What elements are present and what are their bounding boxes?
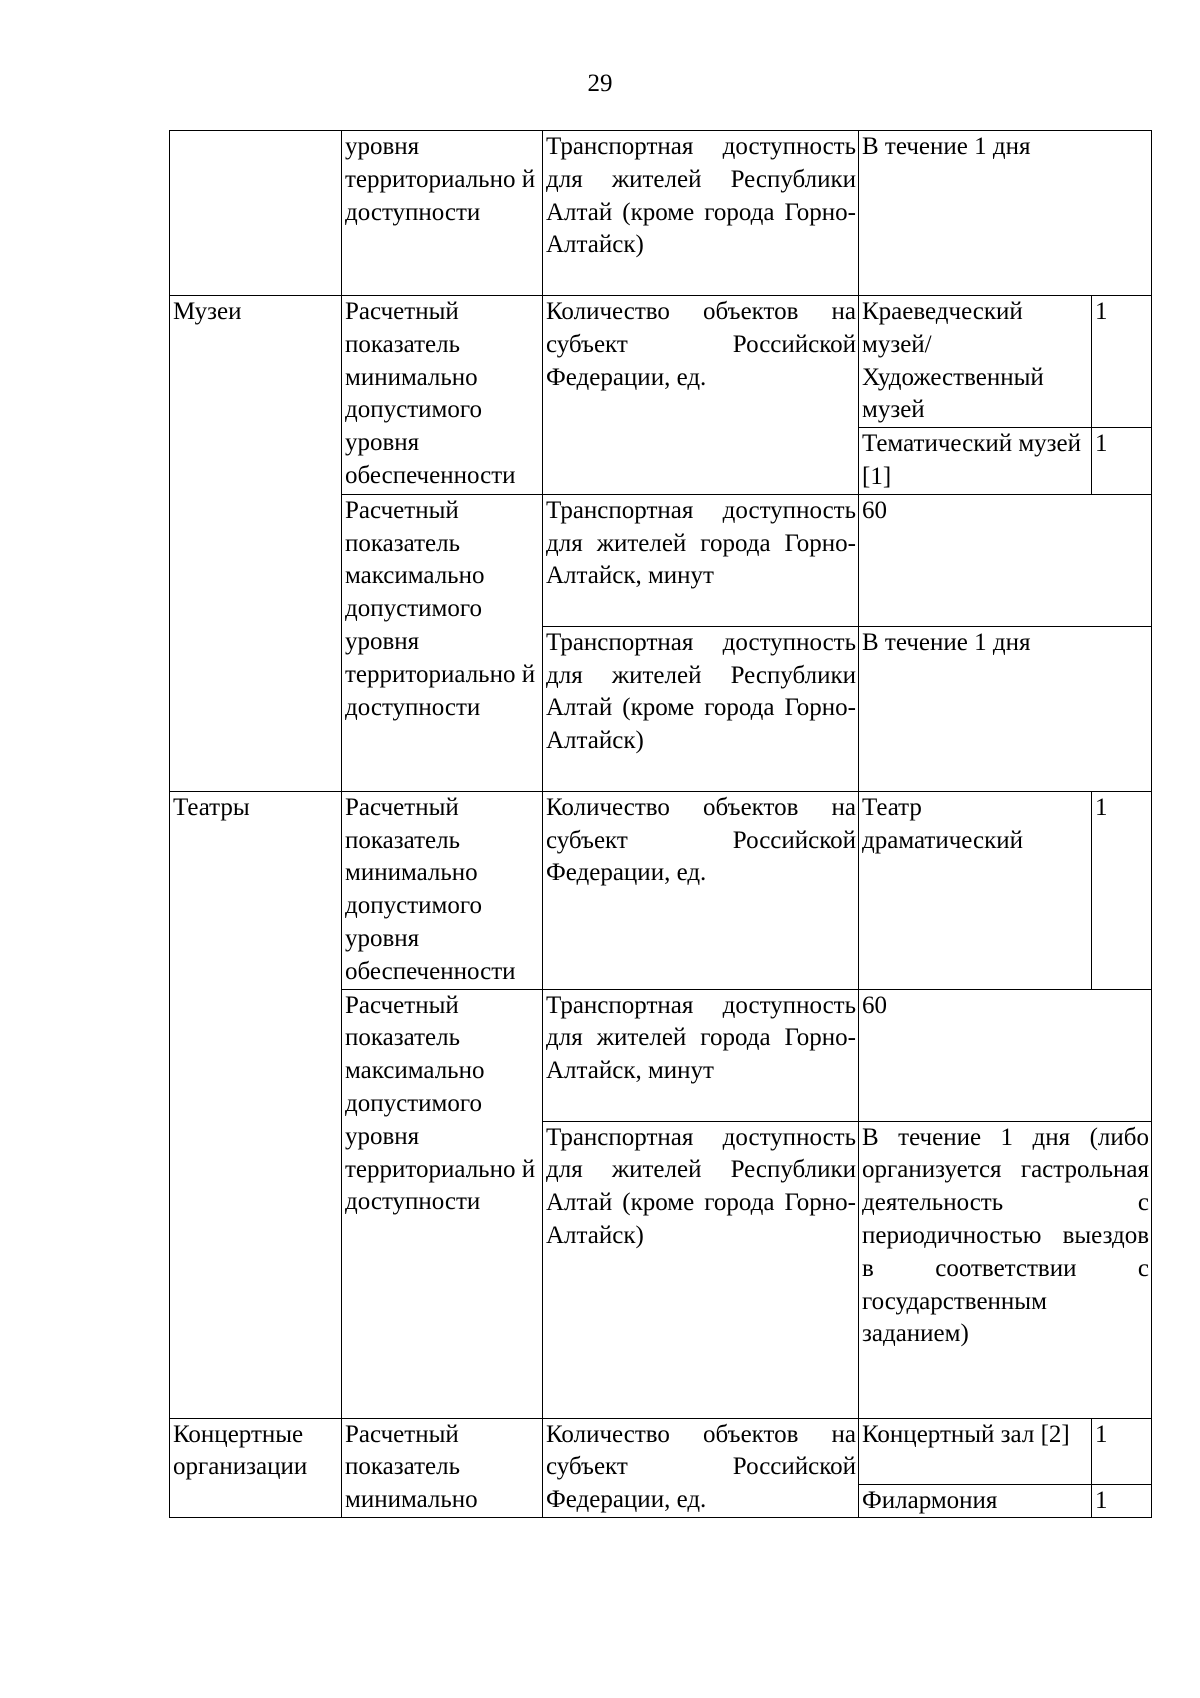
category-cell: Концертные организации xyxy=(170,1418,342,1518)
count-cell: 1 xyxy=(1092,791,1152,989)
count-cell: 1 xyxy=(1092,428,1152,495)
level-cell: Расчетный показатель минимально допустимого уровня обеспеченности xyxy=(342,791,543,989)
indicator-cell: Транспортная доступность для жителей города Горно-Алтайск, минут xyxy=(543,494,859,626)
indicator-cell: Количество объектов на субъект Российской Федерации, ед. xyxy=(543,791,859,989)
table-row xyxy=(170,296,1152,428)
count-cell: 1 xyxy=(1092,1418,1152,1484)
level-cell: Расчетный показатель минимально допустимого уровня обеспеченности xyxy=(342,296,543,495)
value-cell: 60 xyxy=(859,989,1152,1121)
table-row xyxy=(170,791,1152,989)
value-cell: В течение 1 дня (либо организуется гастрольная деятельность с периодичностью выездов в соответствии с государственным заданием) xyxy=(859,1121,1152,1418)
indicator-cell: Количество объектов на субъект Российской Федерации, ед. xyxy=(543,296,859,495)
level-cell: Расчетный показатель максимально допустимого уровня территориально й доступности xyxy=(342,989,543,1418)
object-type-cell: Концертный зал [2] xyxy=(859,1418,1092,1484)
indicator-cell: Транспортная доступность для жителей Республики Алтай (кроме города Горно-Алтайск) xyxy=(543,1121,859,1418)
indicator-cell: Транспортная доступность для жителей Республики Алтай (кроме города Горно-Алтайск) xyxy=(543,131,859,296)
value-cell: В течение 1 дня xyxy=(859,626,1152,791)
level-cell: Расчетный показатель минимально xyxy=(342,1418,543,1518)
level-cell: уровня территориально й доступности xyxy=(342,131,543,296)
table-row xyxy=(170,1418,1152,1484)
count-cell: 1 xyxy=(1092,296,1152,428)
category-cell: Театры xyxy=(170,791,342,1418)
object-type-cell: Краеведческий музей/ Художественный музей xyxy=(859,296,1092,428)
table-row xyxy=(170,131,1152,296)
level-cell: Расчетный показатель максимально допустимого уровня территориально й доступности xyxy=(342,494,543,791)
object-type-cell: Филармония xyxy=(859,1484,1092,1518)
norms-table xyxy=(169,130,1152,1518)
value-cell: 60 xyxy=(859,494,1152,626)
indicator-cell: Количество объектов на субъект Российской Федерации, ед. xyxy=(543,1418,859,1518)
object-type-cell: Тематический музей [1] xyxy=(859,428,1092,495)
indicator-cell: Транспортная доступность для жителей Республики Алтай (кроме города Горно-Алтайск) xyxy=(543,626,859,791)
category-cell xyxy=(170,131,342,296)
category-cell: Музеи xyxy=(170,296,342,792)
indicator-cell: Транспортная доступность для жителей города Горно-Алтайск, минут xyxy=(543,989,859,1121)
object-type-cell: Театр драматический xyxy=(859,791,1092,989)
value-cell: В течение 1 дня xyxy=(859,131,1152,296)
page-number: 29 xyxy=(587,70,613,97)
count-cell: 1 xyxy=(1092,1484,1152,1518)
